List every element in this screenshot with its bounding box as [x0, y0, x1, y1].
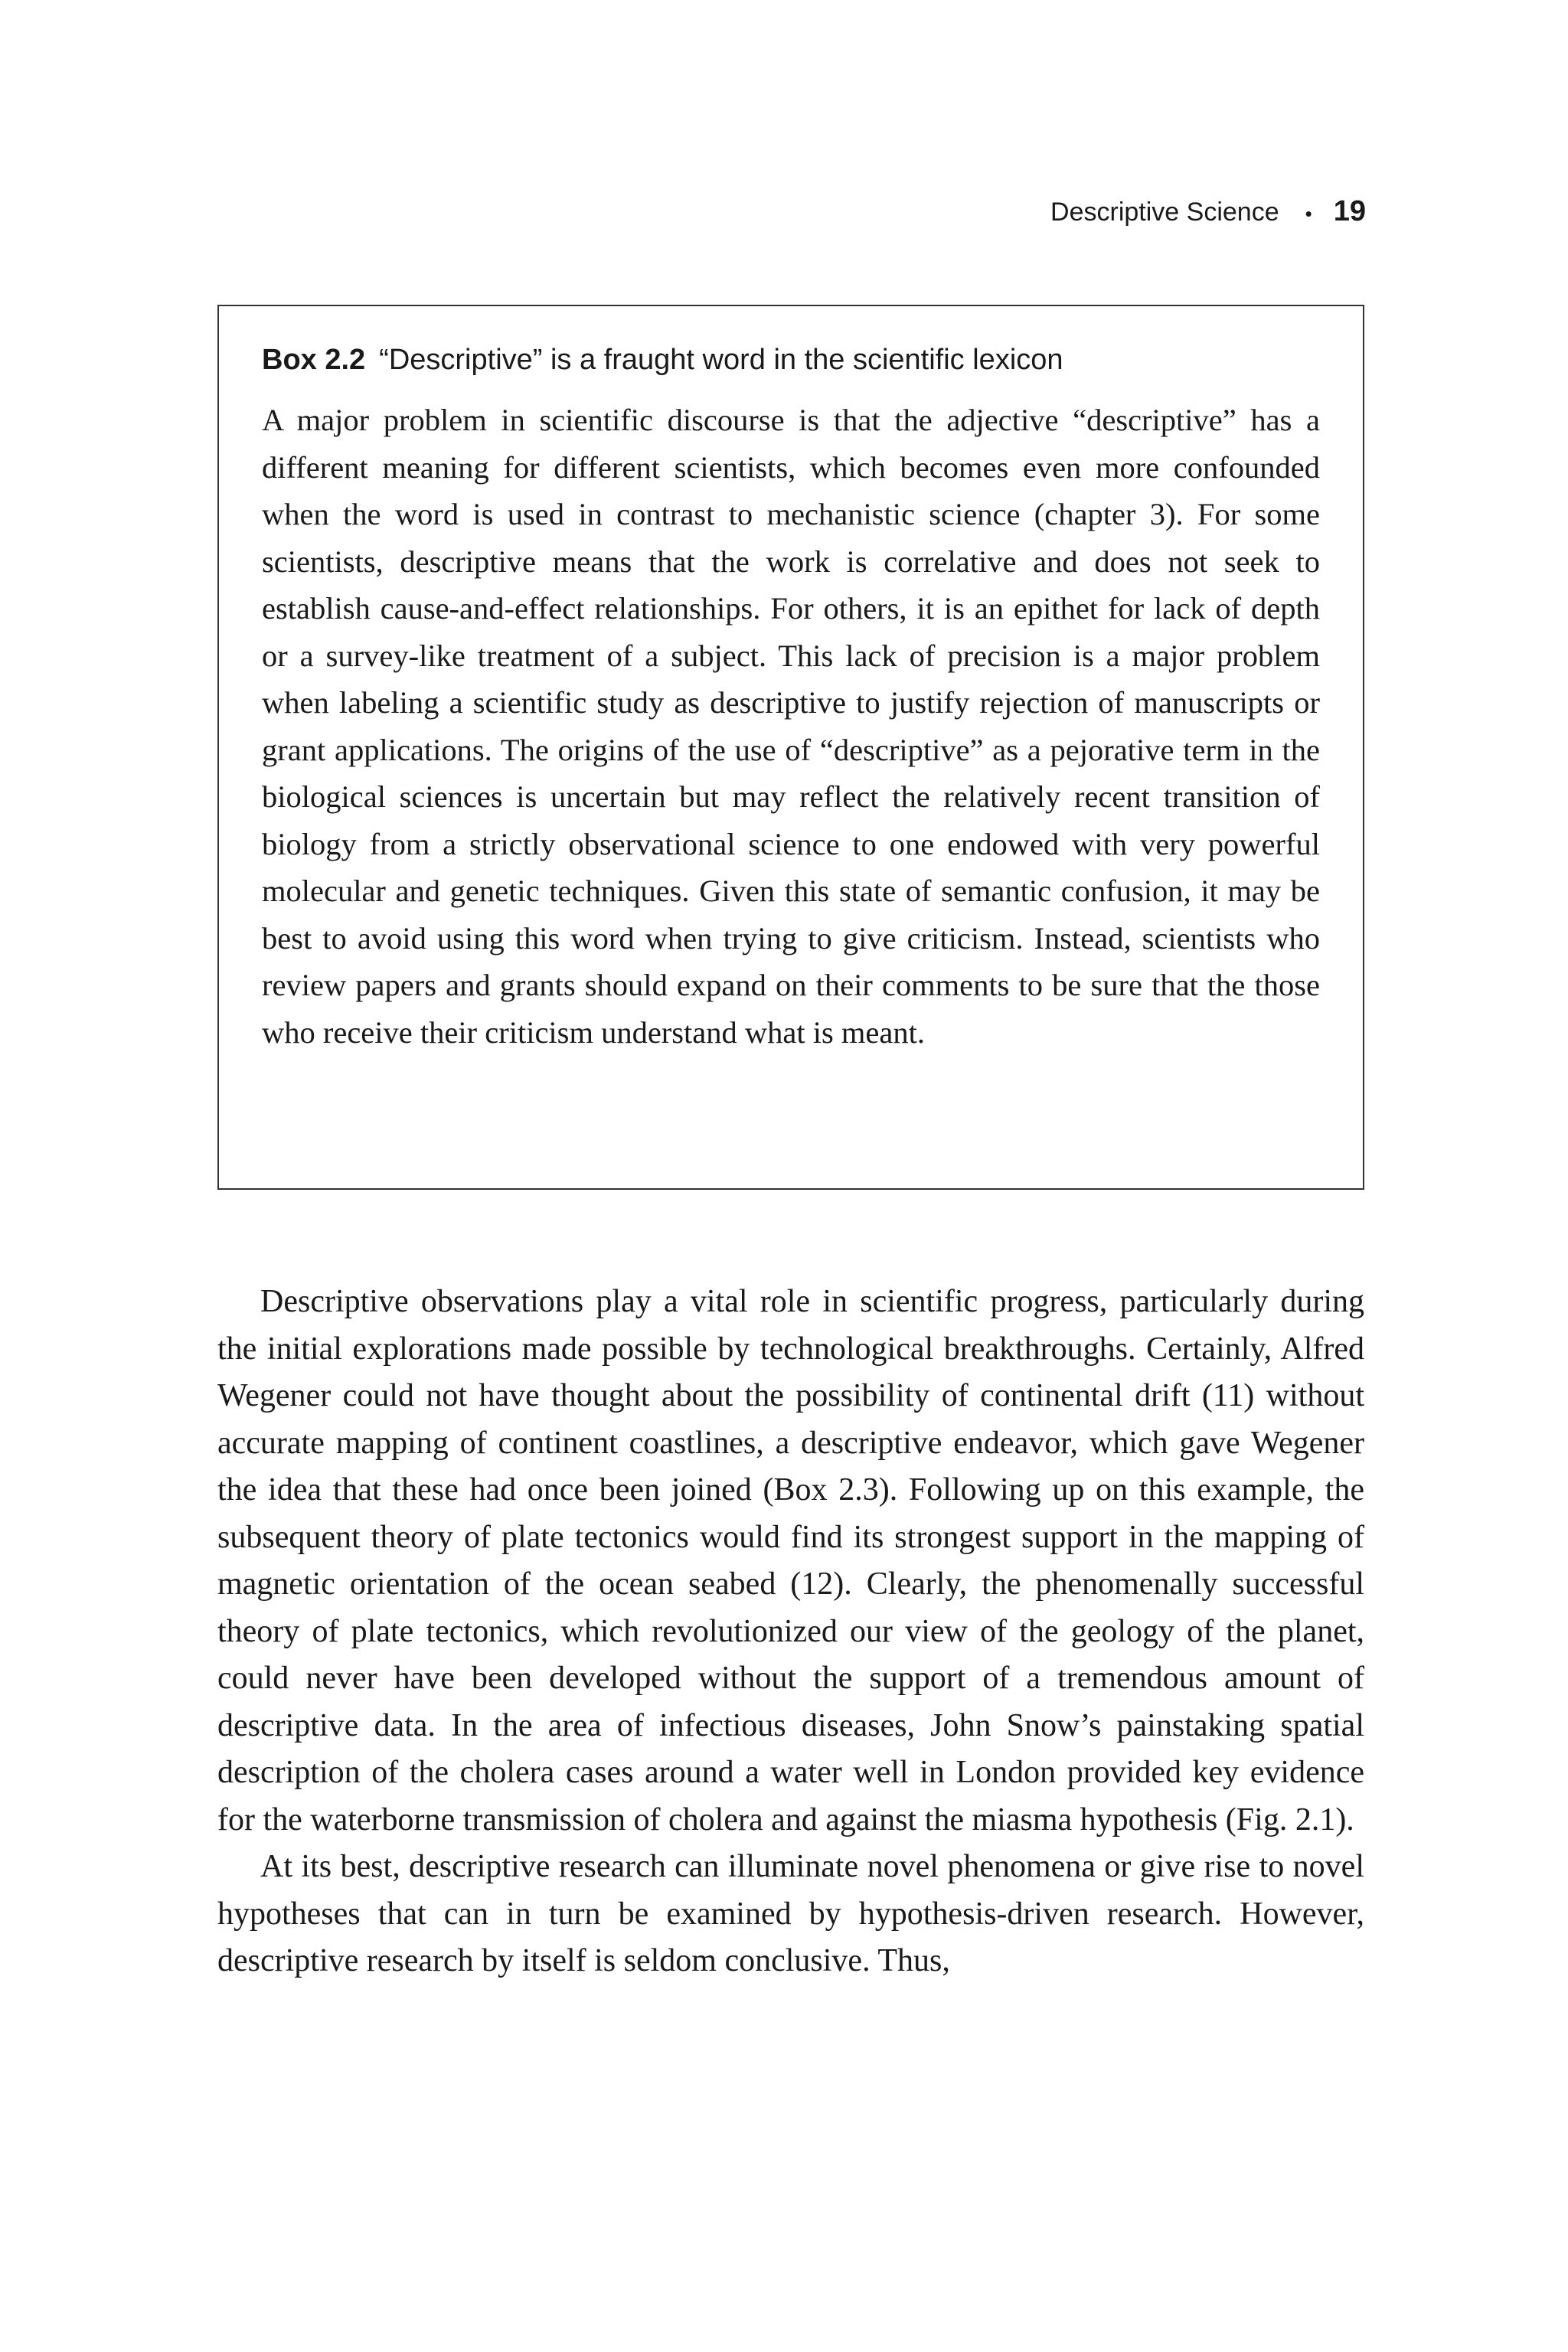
running-head-separator: • [1305, 202, 1312, 225]
body-text [217, 1279, 1364, 1985]
body-paragraph-2: At its best, descriptive research can illuminate novel phenomena or give rise to novel hypotheses that can in turn be examined by hypothesis-driven research. However, descriptive research by itself is seldom conclusive. Thus, [217, 1849, 1364, 1978]
running-head-title: Descriptive Science [1050, 198, 1279, 227]
box-2-2 [217, 305, 1364, 1190]
box-label: Box 2.2 [262, 344, 366, 376]
body-paragraph-1: Descriptive observations play a vital role in scientific progress, particularly during the initial explorations made possible by technological breakthroughs. Certainly, Alfred Wegener could not have thought about the possibility of continental drift (11) without accurate mapping of continent coastlines, a descriptive endeavor, which gave Wegener the idea that these had once been joined (Box 2.3). Following up on this example, the subsequent theory of plate tectonics would find its strongest support in the mapping of magnetic orientation of the ocean seabed (12). Clearly, the phenomenally successful theory of plate tectonics, which revolutionized our view of the geology of the planet, could never have been developed without the support of a tremendous amount of descriptive data. In the area of infectious diseases, John Snow’s painstaking spatial description of the cholera cases around a water well in London provided key evidence for the waterborne transmission of cholera and against the miasma hypothesis (Fig. 2.1). [217, 1284, 1364, 1838]
page-number: 19 [1333, 195, 1366, 227]
box-title: “Descriptive” is a fraught word in the scientific lexicon [379, 344, 1063, 376]
box-heading [262, 340, 1320, 380]
box-text: A major problem in scientific discourse is that the adjective “descriptive” has a different meaning for different scientists, which becomes even more confounded when the word is used in contrast to mechanistic science (chapter 3). For some scientists, descriptive means that the work is correlative and does not seek to establish cause-and-effect relationships. For others, it is an epithet for lack of depth or a survey-like treatment of a subject. This lack of precision is a major problem when labeling a scientific study as descriptive to justify rejection of manuscripts or grant applications. The origins of the use of “descriptive” as a pejorative term in the biological sciences is uncertain but may reflect the relatively recent transition of biology from a strictly observational science to one endowed with very powerful molecular and genetic techniques. Given this state of semantic confusion, it may be best to avoid using this word when trying to give criticism. Instead, scientists who review papers and grants should expand on their comments to be sure that the those who receive their criticism understand what is meant. [262, 403, 1320, 1050]
running-head [1050, 193, 1366, 232]
